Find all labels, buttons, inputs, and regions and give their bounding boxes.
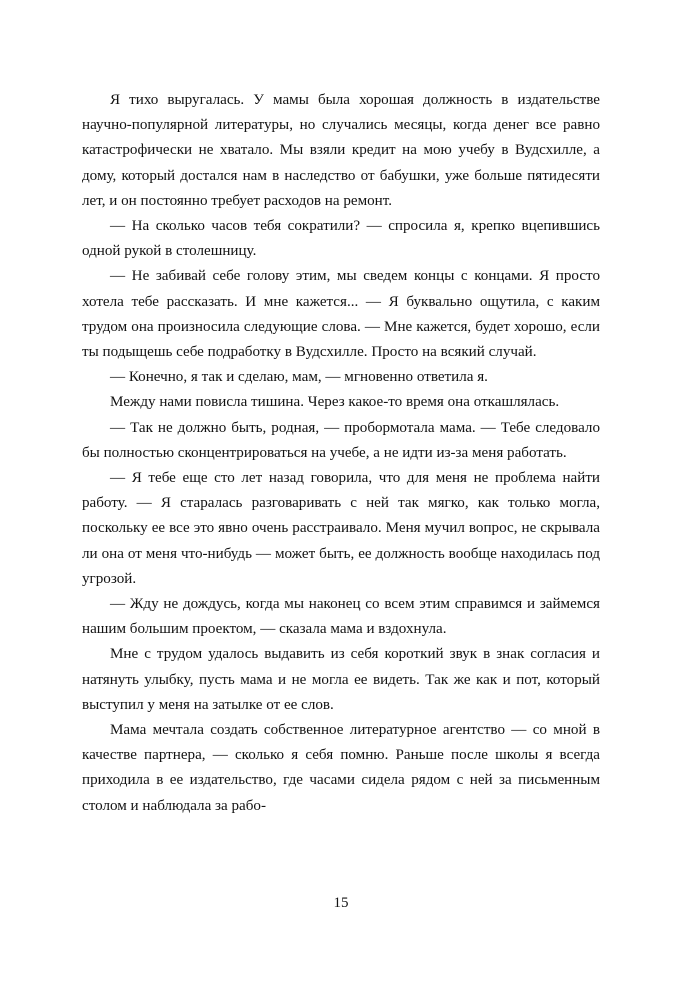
page-body [82, 88, 600, 819]
paragraph: Мама мечтала создать собственное литературное агентство — со мной в качестве партнера, — сколько я себя помню. Раньше после школы я всегда приходила в ее издательство, где часами сидела рядом с ней за письменным столом и наблюдала за рабо- [82, 722, 600, 814]
paragraph: — Так не должно быть, родная, — пробормотала мама. — Тебе следовало бы полностью сконцентрироваться на учебе, а не идти из-за меня работать. [82, 419, 600, 461]
paragraph: — На сколько часов тебя сократили? — спросила я, крепко вцепившись одной рукой в столешницу. [82, 218, 600, 260]
paragraph: — Жду не дождусь, когда мы наконец со всем этим справимся и займемся нашим большим проектом, — сказала мама и вздохнула. [82, 596, 600, 638]
paragraph: — Я тебе еще сто лет назад говорила, что для меня не проблема найти работу. — Я старалась разговаривать с ней так мягко, как только могла, поскольку ее все это явно очень расстраивало. Меня мучил вопрос, не скрывала ли она от меня что-нибудь — может быть, ее должность вообще находилась под угрозой. [82, 470, 600, 587]
paragraph: — Не забивай себе голову этим, мы сведем концы с концами. Я просто хотела тебе рассказать. И мне кажется... — Я буквально ощутила, с каким трудом она произносила следующие слова. — Мне кажется, будет хорошо, если ты подыщешь себе подработку в Вудсхилле. Просто на всякий случай. [82, 268, 600, 361]
paragraph: Между нами повисла тишина. Через какое-то время она откашлялась. [110, 394, 560, 411]
paragraph: Мне с трудом удалось выдавить из себя короткий звук в знак согласия и натянуть улыбку, пусть мама и не могла ее видеть. Так же как и пот, который выступил у меня на затылке от ее слов. [82, 646, 600, 713]
paragraph: Я тихо выругалась. У мамы была хорошая должность в издательстве научно-популярной литературы, но случались месяцы, когда денег все равно катастрофически не хватало. Мы взяли кредит на мою учебу в Вудсхилле, а дому, который достался нам в наследство от бабушки, уже больше пятидесяти лет, и он постоянно требует расходов на ремонт. [82, 92, 600, 209]
page-number: 15 [333, 895, 349, 911]
paragraph: — Конечно, я так и сделаю, мам, — мгновенно ответила я. [110, 369, 488, 386]
